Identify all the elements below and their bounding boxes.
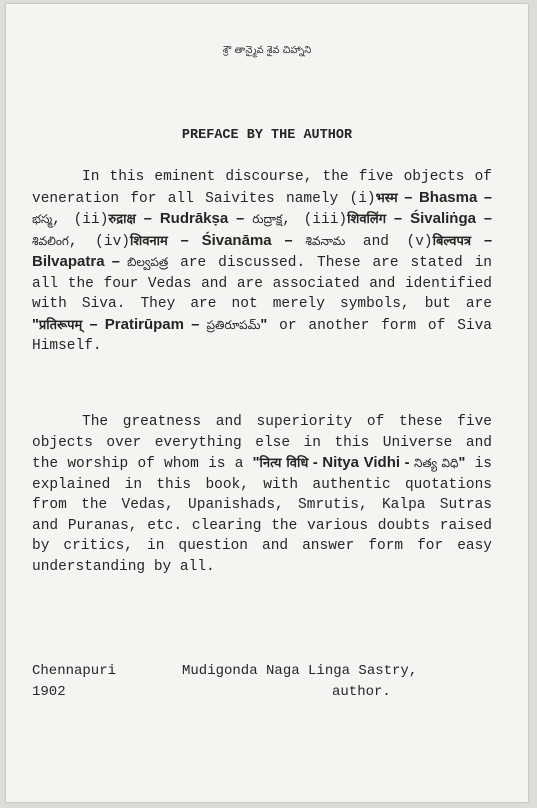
dash: -	[308, 455, 323, 471]
devanagari-term: रुद्राक्ष	[108, 212, 136, 227]
telugu-term: శివనామ	[305, 233, 346, 248]
text-run: The greatness and superiority of these five objects over everything else in this Universe and the worship of whom is a	[32, 414, 492, 472]
telugu-term: నిత్య విధి	[413, 456, 459, 470]
author-name: Mudigonda Naga Linga Sastry,	[182, 663, 418, 679]
dash: –	[104, 254, 128, 270]
text-run: In this eminent discourse, the five objects of veneration for all Saivites namely	[32, 169, 492, 207]
telugu-term: భస్మ	[32, 212, 53, 226]
transliteration: Śivaliṅga	[410, 210, 476, 227]
comma: ,	[282, 212, 304, 228]
quote-mark: "	[260, 316, 268, 333]
conjunction: and	[345, 233, 407, 250]
year: 1902	[32, 684, 66, 700]
transliteration: Śivanāma	[201, 231, 272, 249]
text-run: is explained in this book, with authentic quotations from the Vedas, Upanishads, Smrutis, Kalpa Sutras and Puranas, etc. clearing the various doubts raised by critics, in question and answer form for easy understanding by all.	[32, 456, 493, 575]
devanagari-term: शिवनाम	[129, 233, 168, 249]
place: Chennapuri	[32, 663, 117, 679]
dash: -	[400, 455, 414, 471]
text-run: are discussed. These are stated in all the four Vedas and are associated and identified with Siva. They are not merely symbols, but are	[32, 255, 492, 312]
devanagari-term: बिल्वपत्र	[432, 233, 472, 249]
devanagari-term: प्रतिरूपम्	[38, 317, 83, 333]
transliteration: Bilvapatra	[32, 253, 105, 270]
numeral: (ii)	[73, 212, 109, 228]
quote-mark: "	[458, 455, 466, 471]
telugu-term: ప్రతిరూపమ్	[206, 317, 261, 332]
running-header: శ్రౌ తాన్మైవ శైవ చిహ్నాని	[222, 45, 312, 56]
numeral: (iv)	[95, 233, 130, 250]
author-role: author.	[332, 684, 391, 700]
dash: –	[397, 189, 419, 206]
comma: ,	[52, 212, 74, 228]
telugu-term: రుద్రాక్ష	[252, 212, 283, 226]
dash: –	[477, 189, 493, 206]
quote-mark: "	[252, 455, 260, 471]
dash: –	[475, 211, 492, 227]
transliteration: Rudrākṣa	[159, 210, 229, 227]
text-run: or another form of Siva Himself.	[32, 317, 492, 354]
telugu-term: శివలింగ	[32, 233, 69, 248]
quote-mark: "	[32, 316, 39, 333]
preface-paragraph-2	[32, 412, 492, 577]
devanagari-term: शिवलिंग	[347, 212, 387, 227]
devanagari-term: भस्म	[375, 190, 398, 206]
preface-paragraph-1	[32, 167, 492, 357]
dash: –	[184, 316, 207, 333]
dash: –	[271, 232, 306, 249]
footer-signature	[182, 661, 417, 703]
transliteration: Bhasma	[418, 188, 478, 206]
transliteration: Pratirūpam	[104, 315, 184, 333]
comma: ,	[68, 233, 96, 250]
dash: –	[386, 211, 411, 227]
dash: –	[82, 316, 105, 333]
page-title: PREFACE BY THE AUTHOR	[181, 128, 353, 143]
devanagari-term: नित्य विधि	[259, 456, 309, 471]
dash: –	[228, 211, 253, 227]
document-page	[6, 4, 528, 802]
dash: –	[471, 232, 493, 249]
transliteration: Nitya Vidhi	[322, 454, 401, 471]
dash: –	[167, 232, 202, 249]
telugu-term: బిల్వపత్ర	[127, 255, 169, 269]
numeral: (i)	[349, 190, 376, 207]
footer-place-date	[32, 661, 116, 703]
numeral: (iii)	[303, 212, 348, 228]
numeral: (v)	[406, 233, 433, 250]
dash: –	[135, 211, 160, 227]
